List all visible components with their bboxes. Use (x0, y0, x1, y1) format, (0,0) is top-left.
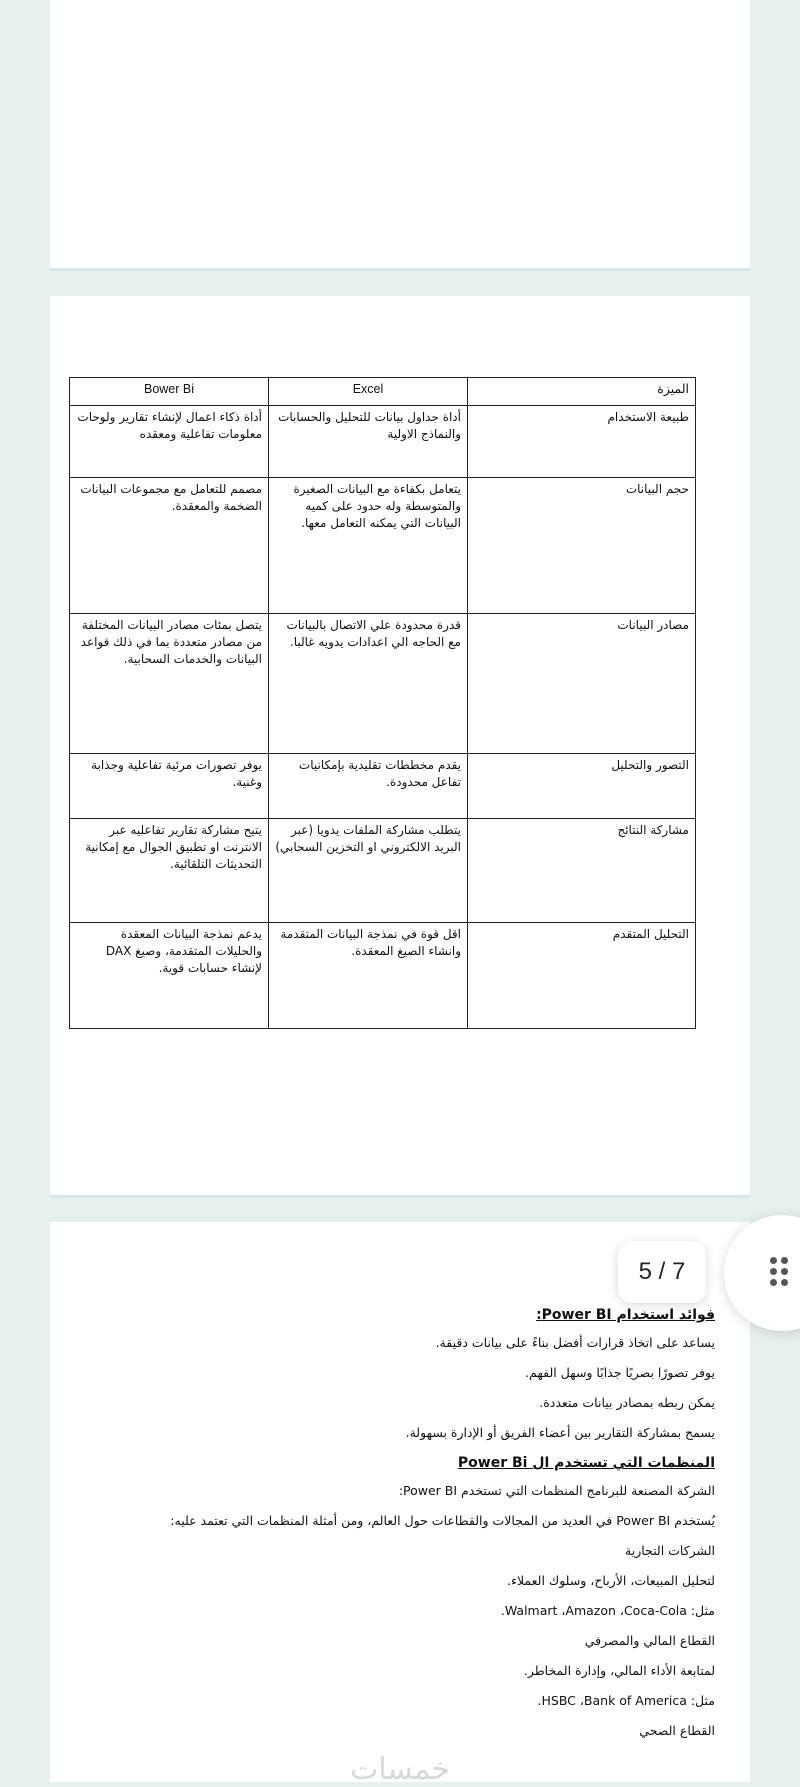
section-title-organizations: المنظمات التي تستخدم ال Power Bi (457, 1455, 715, 1471)
cell-excel: قدرة محدودة علي الاتصال بالبيانات مع الحاجه الي اعدادات يدويه غالبا. (269, 614, 468, 754)
cell-feature: حجم البيانات (468, 478, 696, 614)
header-powerbi: Bower Bi (70, 378, 269, 406)
cell-powerbi: مصمم للتعامل مع مجموعات البيانات الضخمة والمعقدة. (70, 478, 269, 614)
header-excel: Excel (269, 378, 468, 406)
page-content (85, 1307, 715, 1753)
table-row (70, 614, 696, 754)
cell-feature: مصادر البيانات (468, 614, 696, 754)
cell-powerbi: يتيح مشاركة تقارير تفاعليه عبر الانترنت او تطبيق الجوال مع إمكانية التحديثات التلقائية. (70, 819, 269, 923)
list-item: يوفر تصورًا بصريًا جذابًا وسهل الفهم. (525, 1365, 715, 1380)
cell-powerbi: يدعم نمذجة البيانات المعقدة والحليلات المتقدمة، وصيغ DAX لإنشاء حسابات قوية. (70, 923, 269, 1029)
paragraph-line: الشركات التجارية (625, 1543, 715, 1558)
document-page-1 (50, 0, 750, 271)
list-item: يسمح بمشاركة التقارير بين أعضاء الفريق أو الإدارة بسهولة. (405, 1425, 715, 1440)
cell-feature: طبيعة الاستخدام (468, 406, 696, 478)
table-row (70, 754, 696, 819)
table-row (70, 478, 696, 614)
cell-feature: التحليل المتقدم (468, 923, 696, 1029)
paragraph-line: لمتابعة الأداء المالي، وإدارة المخاطر. (523, 1663, 715, 1678)
watermark-logo: خمسات (350, 1752, 451, 1787)
table-row (70, 406, 696, 478)
list-item: يساعد على اتخاذ قرارات أفضل بناءً على بيانات دقيقة. (435, 1335, 715, 1350)
cell-powerbi: يتصل بمئات مصادر البيانات المختلفة من مصادر متعددة بما في ذلك قواعد البيانات والخدمات السحابية. (70, 614, 269, 754)
document-page-2 (50, 296, 750, 1198)
cell-excel: أداة جداول بيانات للتحليل والحسابات والنماذج الاولية (269, 406, 468, 478)
grid-dots-icon (770, 1257, 800, 1287)
page-indicator: 5 / 7 (618, 1241, 706, 1303)
header-feature: الميزة (468, 378, 696, 406)
list-item: يمكن ربطه بمصادر بيانات متعددة. (539, 1395, 715, 1410)
paragraph-line: القطاع المالي والمصرفي (584, 1633, 715, 1648)
cell-powerbi: أداة ذكاء اعمال لإنشاء تقارير ولوحات معلومات تفاعلية ومعقده (70, 406, 269, 478)
cell-excel: يقدم مخططات تقليدية بإمكانيات تفاعل محدودة. (269, 754, 468, 819)
table-row (70, 923, 696, 1029)
cell-powerbi: يوفر تصورات مرئية تفاعلية وجذابة وغنية. (70, 754, 269, 819)
paragraph-line: يُستخدم Power BI في العديد من المجالات والقطاعات حول العالم، ومن أمثلة المنظمات التي تعتمد عليه: (170, 1513, 715, 1528)
paragraph-line: مثل: HSBC ،Bank of America. (537, 1693, 715, 1708)
table-row (70, 819, 696, 923)
paragraph-line: الشركة المصنعة للبرنامج المنظمات التي تستخدم Power BI: (398, 1483, 715, 1498)
cell-excel: اقل قوة في نمذجة البيانات المتقدمة وانشاء الصيغ المعقدة. (269, 923, 468, 1029)
cell-excel: يتطلب مشاركة الملفات يدويا (عبر البريد الالكتروني او التخزين السحابي) (269, 819, 468, 923)
paragraph-line: مثل: Walmart ،Amazon ،Coca-Cola. (500, 1603, 715, 1618)
paragraph-line: لتحليل المبيعات، الأرباح، وسلوك العملاء. (507, 1573, 715, 1588)
cell-excel: يتعامل بكفاءة مع البيانات الصغيرة والمتوسطة وله حدود على كميه البيانات التي يمكنه التعامل معها. (269, 478, 468, 614)
cell-feature: التصور والتحليل (468, 754, 696, 819)
section-title-benefits: فوائد استخدام Power BI: (536, 1307, 715, 1323)
comparison-table (69, 377, 696, 1029)
paragraph-line: القطاع الصحي (639, 1723, 715, 1738)
document-page-3 (50, 1222, 750, 1782)
cell-feature: مشاركة النتائج (468, 819, 696, 923)
table-header-row (70, 378, 696, 406)
